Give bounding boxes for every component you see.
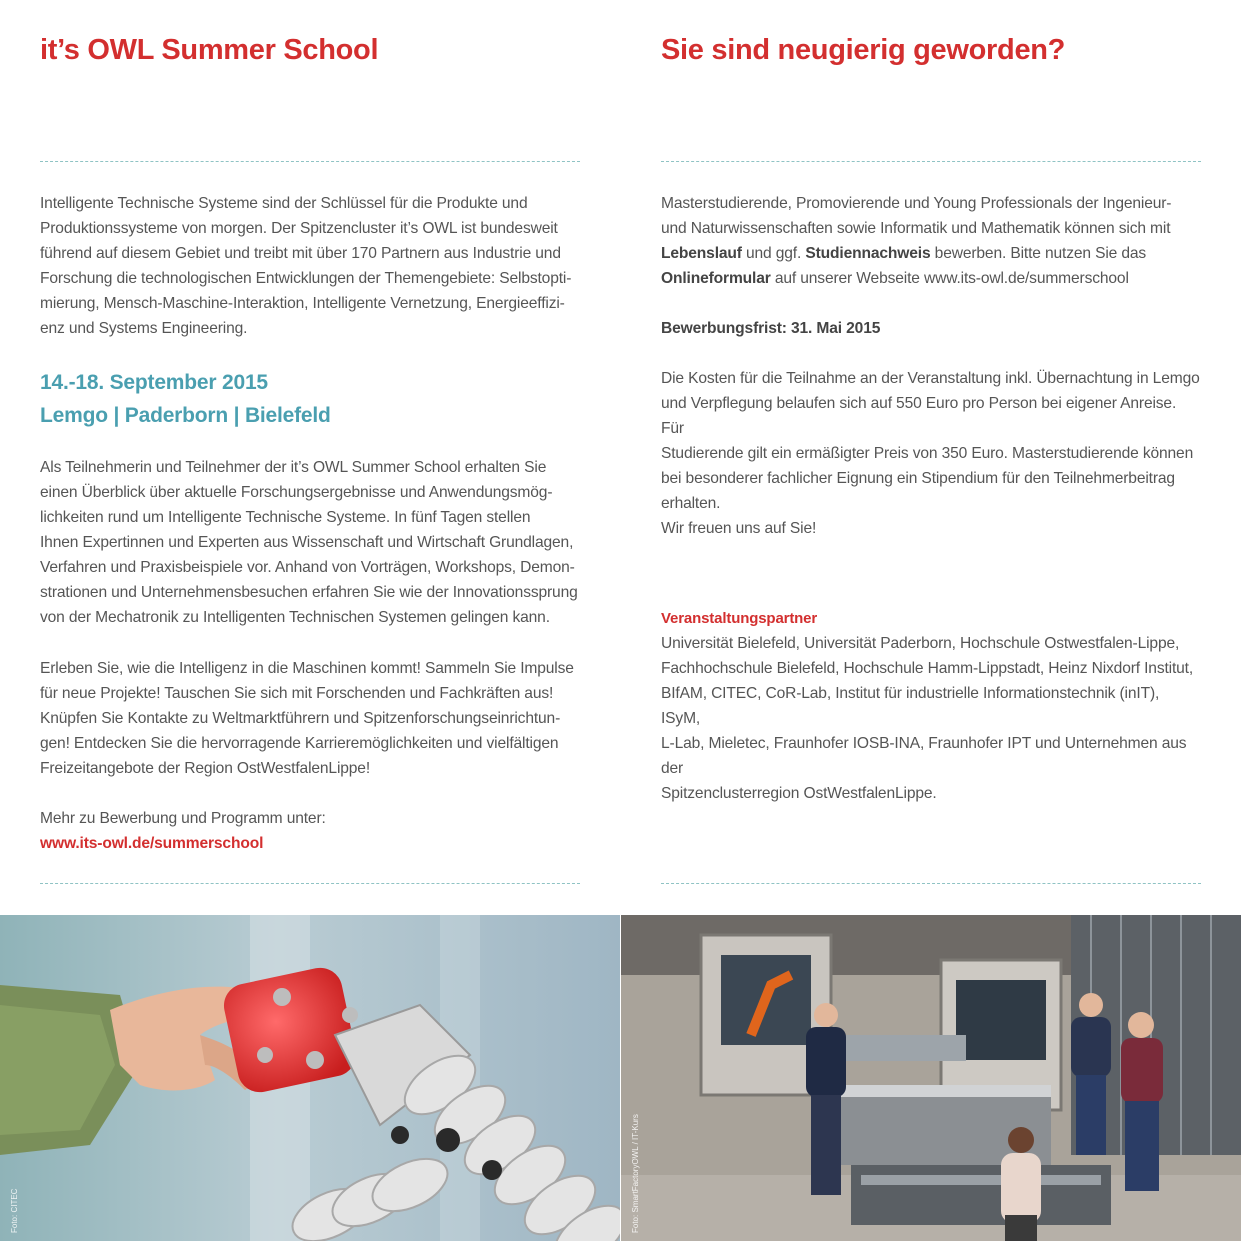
photo-strip [0,915,1241,1241]
invitation-paragraph: Erleben Sie, wie die Intelligenz in die Maschinen kommt! Sammeln Sie Impulse für neue Projekte! Tauschen Sie sich mit Forschenden und Fachkräften aus! Knüpfen Sie Kontakte zu Weltmarktführern und Spitzenforschungseinrichtun- gen! Entdecken Sie die hervorragende Karrieremöglichkeiten und vielfältigen Freizeitangebote der Region OstWestfalenLippe! [40,660,574,777]
left-top-divider [40,161,580,162]
factory-illustration [621,915,1241,1241]
left-photo-credit: Foto: CITEC [10,1188,19,1233]
welcome-text: Wir freuen uns auf Sie! [661,520,817,537]
smart-factory-photo [621,915,1241,1241]
right-top-divider [661,161,1201,162]
intro-paragraph: Intelligente Technische Systeme sind der Schlüssel für die Produkte und Produktionssysteme von morgen. Der Spitzencluster it’s OWL ist bundesweit führend auf diesem Gebiet und treibt mit über 170 Partnern aus Industrie und Forschung die technologischen Entwicklungen der Themengebiete: Selbstopti- mierung, Mensch-Maschine-Interaktion, Intelligente Vernetzung, Energieeffizi- enz und Systems Engineering. [40,195,572,337]
costs-paragraph: Die Kosten für die Teilnahme an der Veranstaltung inkl. Übernachtung in Lemgo und Verpflegung belaufen sich auf 550 Euro pro Person bei eigener Anreise. Für Studierende gilt ein ermäßigter Preis von 350 Euro. Masterstudierende können bei besonderer fachlicher Eignung ein Stipendium für den Teilnehmerbeitrag erhalten. [661,370,1200,512]
right-photo-credit: Foto: SmartFactoryOWL / IT-Kurs [631,1114,640,1233]
event-date: 14.-18. September 2015 [40,371,268,394]
left-bottom-divider [40,883,580,884]
online-form-link[interactable]: Onlineformular [661,270,771,287]
cv-label: Lebenslauf [661,245,742,262]
summerschool-link[interactable]: www.its-owl.de/summerschool [40,835,264,852]
program-paragraph: Als Teilnehmerin und Teilnehmer der it’s OWL Summer School erhalten Sie einen Überblick über aktuelle Forschungsergebnisse und Anwendungsmög- lichkeiten rund um Intelligente Technische Systeme. In fünf Tagen stellen Ihnen Expertinnen und Experten aus Wissenschaft und Wirtschaft Grundlagen, Verfahren und Praxisbeispiele vor. Anhand von Vorträgen, Workshops, Demon- strationen und Unternehmensbesuchen erfahren Sie wie der Innovationssprung von der Mechatronik zu Intelligenten Technischen Systemen gelingen kann. [40,459,578,626]
application-deadline: Bewerbungsfrist: 31. Mai 2015 [661,320,881,337]
more-info-label: Mehr zu Bewerbung und Programm unter: [40,810,326,827]
event-locations: Lemgo | Paderborn | Bielefeld [40,404,331,427]
robot-hand-illustration [0,915,620,1241]
left-title: it’s OWL Summer School [40,34,379,66]
robot-hand-photo [0,915,620,1241]
more-info [40,806,580,856]
proof-label: Studiennachweis [805,245,931,262]
partners-heading: Veranstaltungspartner [661,610,818,627]
right-bottom-divider [661,883,1201,884]
application-paragraph: Masterstudierende, Promovierende und Young Professionals der Ingenieur- und Naturwissenschaften sowie Informatik und Mathematik können sich mit Lebenslauf und ggf. Studiennachweis bewerben. Bitte nutzen Sie das Onlineformular auf unserer Webseite www.its-owl.de/summerschool [661,195,1172,287]
right-title: Sie sind neugierig geworden? [661,34,1066,66]
partners-block: Veranstaltungspartner Universität Bielefeld, Universität Paderborn, Hochschule Ostwestfalen-Lippe, Fachhochschule Bielefeld, Hochschule Hamm-Lippstadt, Heinz Nixdorf Institut, BIfAM, CITEC, CoR-Lab, Institut für industrielle Informationstechnik (inIT), ISyM, L-Lab, Mieletec, Fraunhofer IOSB-INA, Fraunhofer IPT und Unternehmen aus der Spitzenclusterregion OstWestfalenLippe. [661,606,1201,806]
